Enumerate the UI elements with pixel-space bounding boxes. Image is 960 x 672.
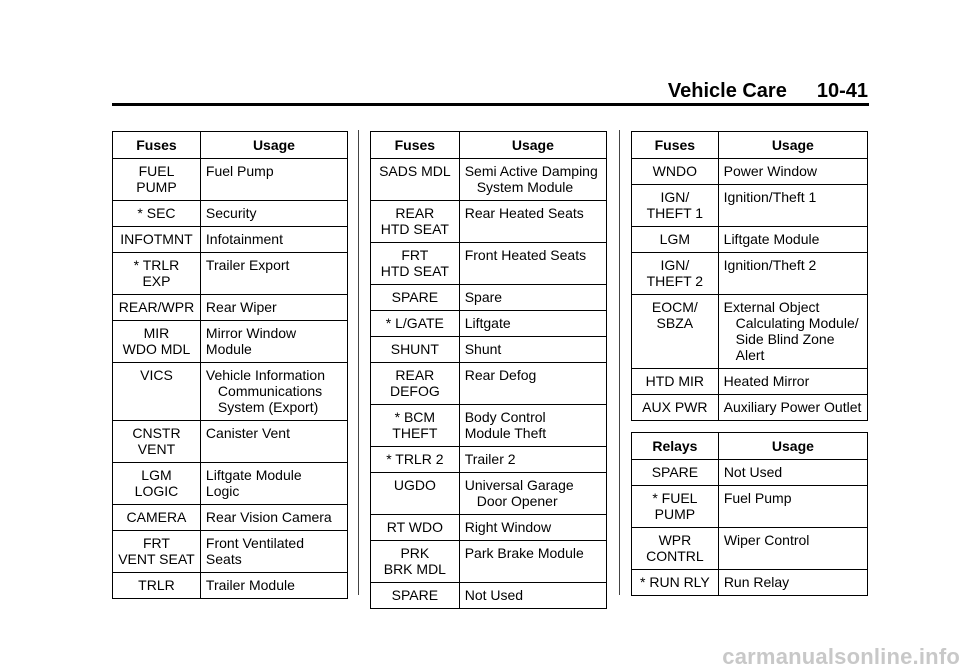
usage-text: Park Brake Module: [464, 545, 584, 561]
table-header-row: [632, 132, 868, 159]
usage-cell: [459, 311, 606, 337]
fuse-table-1: [112, 131, 348, 599]
table-row: [113, 253, 348, 295]
usage-cell: [718, 185, 867, 227]
table-header-row: [113, 132, 348, 159]
usage-cell: [718, 486, 867, 528]
column-divider: [619, 130, 620, 595]
usage-text: Semi Active Damping System Module: [464, 163, 598, 195]
fuse-name-cell: SHUNT: [371, 337, 460, 363]
fuse-name-cell: WNDO: [632, 159, 719, 185]
column-header-name: Relays: [632, 433, 719, 460]
column-header-name: Fuses: [371, 132, 460, 159]
page-header: [0, 80, 868, 103]
table-row: [113, 531, 348, 573]
table-row: [113, 463, 348, 505]
fuse-name-cell: SPARE: [371, 285, 460, 311]
usage-text: Ignition/Theft 1: [723, 189, 817, 205]
section-title: Vehicle Care: [667, 80, 787, 102]
table-header-row: [632, 433, 868, 460]
usage-cell: Liftgate Module Logic: [200, 463, 347, 505]
usage-cell: [718, 253, 867, 295]
usage-cell: Front Ventilated Seats: [200, 531, 347, 573]
usage-cell: [718, 395, 867, 421]
table-row: [632, 159, 868, 185]
table-row: [371, 541, 607, 583]
table-row: [113, 505, 348, 531]
fuse-name-cell: * FUEL PUMP: [632, 486, 719, 528]
usage-text: Shunt: [464, 341, 502, 357]
fuse-name-cell: * TRLR EXP: [113, 253, 201, 295]
column-header-name: Fuses: [632, 132, 719, 159]
usage-cell: Body Control Module Theft: [459, 405, 606, 447]
usage-text: Spare: [464, 289, 503, 305]
usage-text: Heated Mirror: [723, 373, 810, 389]
usage-cell: [459, 337, 606, 363]
fuse-name-cell: LGM: [632, 227, 719, 253]
usage-text: Wiper Control: [723, 532, 810, 548]
usage-text: Auxiliary Power Outlet: [723, 399, 862, 415]
usage-cell: [718, 460, 867, 486]
table-row: [632, 528, 868, 570]
column-divider: [358, 130, 359, 595]
fuse-name-cell: WPR CONTRL: [632, 528, 719, 570]
usage-text: Trailer Module: [205, 577, 295, 593]
usage-cell: [459, 201, 606, 243]
usage-text: Front Heated Seats: [464, 247, 587, 263]
table-row: [632, 460, 868, 486]
table-row: [371, 363, 607, 405]
usage-cell: [200, 421, 347, 463]
relay-table: [631, 432, 868, 596]
fuse-name-cell: AUX PWR: [632, 395, 719, 421]
usage-cell: [200, 505, 347, 531]
usage-cell: [459, 473, 606, 515]
usage-cell: [200, 253, 347, 295]
table-row: [113, 321, 348, 363]
table-row: [632, 227, 868, 253]
table-row: [113, 227, 348, 253]
usage-text: Trailer 2: [464, 451, 516, 467]
fuse-name-cell: * RUN RLY: [632, 570, 719, 596]
table-row: [113, 573, 348, 599]
table-row: [371, 285, 607, 311]
fuse-table-2: [370, 131, 607, 609]
usage-text: Right Window: [464, 519, 552, 535]
column-header-usage: Usage: [718, 132, 867, 159]
table-row: [371, 473, 607, 515]
usage-cell: [200, 227, 347, 253]
fuse-name-cell: CNSTR VENT: [113, 421, 201, 463]
usage-text: Ignition/Theft 2: [723, 257, 817, 273]
fuse-name-cell: FRT HTD SEAT: [371, 243, 460, 285]
usage-text: Vehicle Information Communications System (Export): [205, 367, 325, 415]
usage-cell: [718, 159, 867, 185]
usage-cell: [459, 363, 606, 405]
table-row: [632, 369, 868, 395]
fuse-name-cell: PRK BRK MDL: [371, 541, 460, 583]
usage-text: Rear Defog: [464, 367, 537, 383]
usage-text: Rear Wiper: [205, 299, 277, 315]
usage-text: Universal Garage Door Opener: [464, 477, 574, 509]
table-row: [371, 159, 607, 201]
usage-cell: [459, 515, 606, 541]
usage-text: Trailer Export: [205, 257, 290, 273]
fuse-name-cell: HTD MIR: [632, 369, 719, 395]
table-row: [371, 311, 607, 337]
usage-cell: [459, 541, 606, 583]
usage-cell: [459, 583, 606, 609]
table-row: [113, 363, 348, 421]
fuse-name-cell: * TRLR 2: [371, 447, 460, 473]
watermark: carmanualsonline.info: [722, 644, 960, 669]
header-rule: [112, 103, 869, 106]
fuse-name-cell: VICS: [113, 363, 201, 421]
fuse-name-cell: REAR DEFOG: [371, 363, 460, 405]
usage-cell: [200, 159, 347, 201]
table-row: [113, 295, 348, 321]
column-header-name: Fuses: [113, 132, 201, 159]
usage-cell: [200, 573, 347, 599]
fuse-name-cell: MIR WDO MDL: [113, 321, 201, 363]
table-row: [371, 201, 607, 243]
usage-text: Fuel Pump: [205, 163, 274, 179]
fuse-name-cell: FUEL PUMP: [113, 159, 201, 201]
table-row: [113, 159, 348, 201]
usage-text: Not Used: [464, 587, 524, 603]
column-header-usage: Usage: [459, 132, 606, 159]
table-row: [632, 395, 868, 421]
usage-cell: [200, 201, 347, 227]
fuse-name-cell: IGN/ THEFT 1: [632, 185, 719, 227]
usage-text: Security: [205, 205, 257, 221]
table-row: [113, 201, 348, 227]
usage-text: Not Used: [723, 464, 783, 480]
fuse-name-cell: RT WDO: [371, 515, 460, 541]
usage-cell: [200, 363, 347, 421]
fuse-table-3: [631, 131, 868, 421]
fuse-name-cell: SPARE: [371, 583, 460, 609]
table-row: [632, 185, 868, 227]
table-row: [371, 583, 607, 609]
usage-cell: [718, 227, 867, 253]
fuse-name-cell: FRT VENT SEAT: [113, 531, 201, 573]
fuse-name-cell: UGDO: [371, 473, 460, 515]
fuse-name-cell: SADS MDL: [371, 159, 460, 201]
fuse-name-cell: SPARE: [632, 460, 719, 486]
usage-text: Liftgate: [464, 315, 511, 331]
column-header-usage: Usage: [718, 433, 867, 460]
fuse-name-cell: REAR HTD SEAT: [371, 201, 460, 243]
table-row: [632, 570, 868, 596]
table-header-row: [371, 132, 607, 159]
fuse-name-cell: * BCM THEFT: [371, 405, 460, 447]
fuse-name-cell: INFOTMNT: [113, 227, 201, 253]
usage-cell: [718, 369, 867, 395]
fuse-name-cell: IGN/ THEFT 2: [632, 253, 719, 295]
usage-cell: [459, 243, 606, 285]
usage-cell: [718, 528, 867, 570]
usage-cell: [459, 285, 606, 311]
table-row: [632, 295, 868, 369]
usage-text: Infotainment: [205, 231, 283, 247]
usage-text: Run Relay: [723, 574, 790, 590]
fuse-name-cell: * SEC: [113, 201, 201, 227]
usage-cell: [718, 570, 867, 596]
usage-text: Liftgate Module: [723, 231, 820, 247]
page-number: 10-41: [816, 80, 868, 102]
fuse-name-cell: LGM LOGIC: [113, 463, 201, 505]
table-row: [632, 253, 868, 295]
fuse-name-cell: REAR/WPR: [113, 295, 201, 321]
usage-text: Canister Vent: [205, 425, 290, 441]
usage-text: Rear Heated Seats: [464, 205, 584, 221]
usage-text: Rear Vision Camera: [205, 509, 332, 525]
column-header-usage: Usage: [200, 132, 347, 159]
table-row: [371, 243, 607, 285]
table-row: [371, 515, 607, 541]
table-row: [632, 486, 868, 528]
usage-cell: [459, 447, 606, 473]
fuse-name-cell: CAMERA: [113, 505, 201, 531]
usage-cell: [459, 159, 606, 201]
table-row: [113, 421, 348, 463]
fuse-name-cell: EOCM/ SBZA: [632, 295, 719, 369]
usage-text: Fuel Pump: [723, 490, 792, 506]
fuse-name-cell: TRLR: [113, 573, 201, 599]
table-row: [371, 405, 607, 447]
usage-text: External Object Calculating Module/ Side Blind Zone Alert: [723, 299, 859, 363]
usage-cell: [718, 295, 867, 369]
table-row: [371, 447, 607, 473]
fuse-name-cell: * L/GATE: [371, 311, 460, 337]
usage-cell: [200, 295, 347, 321]
usage-text: Power Window: [723, 163, 818, 179]
table-row: [371, 337, 607, 363]
usage-cell: Mirror Window Module: [200, 321, 347, 363]
